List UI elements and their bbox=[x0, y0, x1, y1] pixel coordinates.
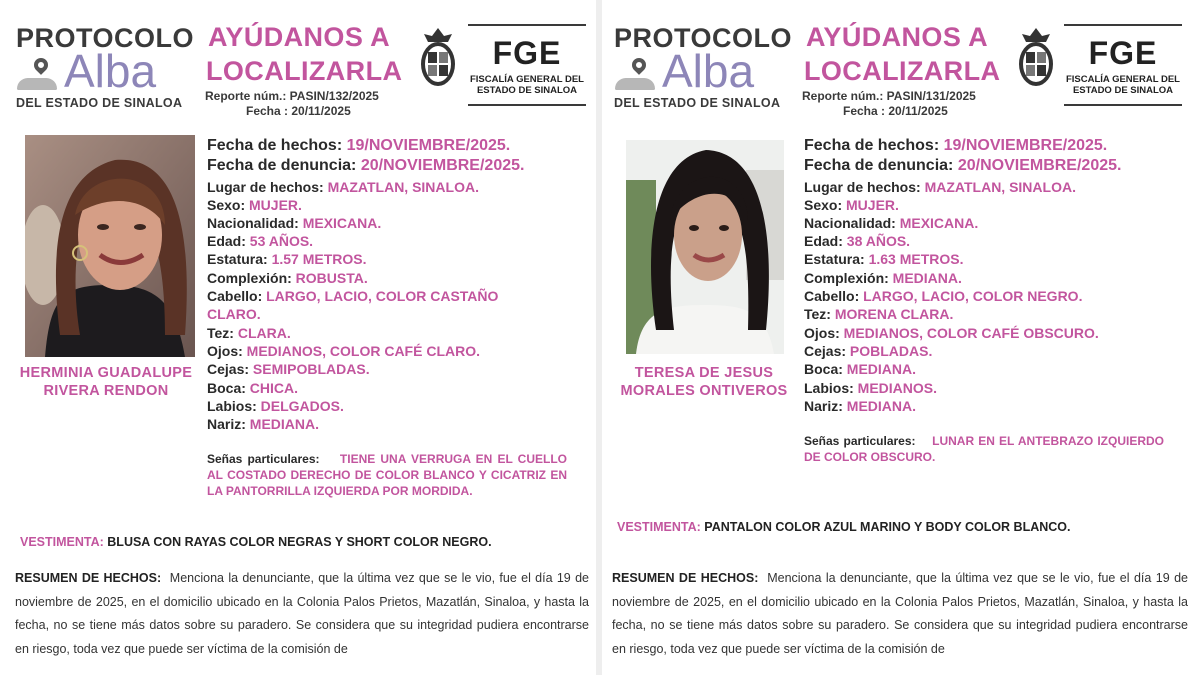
report-date: Fecha : 20/11/2025 bbox=[246, 104, 351, 118]
person-name-line1: HERMINIA GUADALUPE bbox=[19, 365, 193, 381]
logo-alba-text: Alba bbox=[64, 45, 157, 97]
report-number: Reporte núm.: PASIN/132/2025 bbox=[205, 89, 379, 103]
field-ojos: Ojos: MEDIANOS, COLOR CAFÉ CLARO. bbox=[207, 343, 481, 359]
logo-protocolo-text: PROTOCOLO bbox=[16, 23, 195, 53]
field-tez: Tez: CLARA. bbox=[207, 325, 291, 341]
fge-sub-2: ESTADO DE SINALOA bbox=[1072, 85, 1174, 96]
senas-particulares: Señas particulares: TIENE UNA VERRUGA EN EL CUELLO AL COSTADO DERECHO DE COLOR BLANCO Y CICATRIZ EN LA PANTORRILLA IZQUIERDA POR MORDIDA. bbox=[207, 452, 568, 498]
vestimenta: VESTIMENTA: PANTALON COLOR AZUL MARINO Y BODY COLOR BLANCO. bbox=[617, 520, 1071, 534]
report-number: Reporte núm.: PASIN/131/2025 bbox=[802, 89, 976, 103]
headline-line1: AYÚDANOS A bbox=[806, 22, 989, 52]
resumen-hechos: RESUMEN DE HECHOS: Menciona la denunciante, que la última vez que se le vio, fue el día 19 de noviembre de 2025, en el domicilio ubicado en la Colonia Palos Prietos, Mazatlán, Sinaloa, y hasta la fecha, no se tiene más datos sobre su paradero. Se considera que su integridad pudiera encontrarse en riesgo, toda vez que puede ser víctima de la comisión de bbox=[612, 571, 1188, 656]
location-pin-icon bbox=[629, 55, 649, 75]
logo-estado-text: DEL ESTADO DE SINALOA bbox=[16, 96, 183, 110]
field-edad: Edad: 38 AÑOS. bbox=[804, 233, 911, 249]
field-labios: Labios: DELGADOS. bbox=[207, 398, 344, 414]
field-fecha-hechos: Fecha de hechos: 19/NOVIEMBRE/2025. bbox=[804, 137, 1108, 154]
state-seal-icon bbox=[418, 26, 458, 88]
field-boca: Boca: CHICA. bbox=[207, 380, 299, 396]
field-labios: Labios: MEDIANOS. bbox=[804, 380, 938, 396]
field-cejas: Cejas: POBLADAS. bbox=[804, 343, 933, 359]
person-photo bbox=[25, 135, 195, 357]
field-edad: Edad: 53 AÑOS. bbox=[207, 233, 314, 249]
field-cejas: Cejas: SEMIPOBLADAS. bbox=[207, 361, 370, 377]
book-icon bbox=[615, 78, 655, 90]
senas-particulares: Señas particulares: LUNAR EN EL ANTEBRAZO IZQUIERDO DE COLOR OBSCURO. bbox=[804, 434, 1165, 464]
field-nariz: Nariz: MEDIANA. bbox=[207, 416, 320, 432]
field-nariz: Nariz: MEDIANA. bbox=[804, 398, 917, 414]
fge-sub-2: ESTADO DE SINALOA bbox=[476, 85, 578, 96]
field-complexion: Complexión: MEDIANA. bbox=[804, 270, 962, 286]
fge-title: FGE bbox=[1088, 35, 1158, 71]
person-name-line2: MORALES ONTIVEROS bbox=[620, 383, 788, 399]
logo-protocolo-text: PROTOCOLO bbox=[614, 23, 793, 53]
field-cabello: Cabello: LARGO, LACIO, COLOR CASTAÑO bbox=[207, 288, 499, 304]
resumen-hechos: RESUMEN DE HECHOS: Menciona la denunciante, que la última vez que se le vio, fue el día 19 de noviembre de 2025, en el domicilio ubicado en la Colonia Palos Prietos, Mazatlán, Sinaloa, y hasta la fecha, no se tiene más datos sobre su paradero. Se considera que su integridad pudiera encontrarse en riesgo, toda vez que puede ser víctima de la comisión de bbox=[15, 571, 589, 656]
headline-line2: LOCALIZARLA bbox=[206, 56, 403, 86]
field-boca: Boca: MEDIANA. bbox=[804, 361, 917, 377]
fge-logo bbox=[468, 24, 586, 106]
missing-person-poster bbox=[0, 0, 596, 675]
field-fecha-denuncia: Fecha de denuncia: 20/NOVIEMBRE/2025. bbox=[207, 157, 525, 174]
location-pin-icon bbox=[31, 55, 51, 75]
headline-line2: LOCALIZARLA bbox=[804, 56, 1001, 86]
field-estatura: Estatura: 1.63 METROS. bbox=[804, 251, 964, 267]
field-cabello-cont: CLARO. bbox=[207, 306, 261, 322]
field-nacionalidad: Nacionalidad: MEXICANA. bbox=[804, 215, 979, 231]
headline-line1: AYÚDANOS A bbox=[208, 22, 391, 52]
field-complexion: Complexión: ROBUSTA. bbox=[207, 270, 368, 286]
field-cabello: Cabello: LARGO, LACIO, COLOR NEGRO. bbox=[804, 288, 1083, 304]
person-name-line1: TERESA DE JESUS bbox=[634, 365, 774, 381]
vestimenta: VESTIMENTA: BLUSA CON RAYAS COLOR NEGRAS Y SHORT COLOR NEGRO. bbox=[20, 535, 492, 549]
field-fecha-denuncia: Fecha de denuncia: 20/NOVIEMBRE/2025. bbox=[804, 157, 1122, 174]
report-date: Fecha : 20/11/2025 bbox=[843, 104, 948, 118]
fge-logo bbox=[1064, 24, 1182, 106]
field-lugar-hechos: Lugar de hechos: MAZATLAN, SINALOA. bbox=[804, 179, 1076, 195]
field-sexo: Sexo: MUJER. bbox=[207, 197, 302, 213]
field-lugar-hechos: Lugar de hechos: MAZATLAN, SINALOA. bbox=[207, 179, 479, 195]
state-seal-icon bbox=[1016, 26, 1056, 88]
field-ojos: Ojos: MEDIANOS, COLOR CAFÉ OBSCURO. bbox=[804, 325, 1099, 341]
fge-sub-1: FISCALÍA GENERAL DEL bbox=[1065, 74, 1180, 85]
field-fecha-hechos: Fecha de hechos: 19/NOVIEMBRE/2025. bbox=[207, 137, 511, 154]
fge-title: FGE bbox=[492, 35, 562, 71]
fge-sub-1: FISCALÍA GENERAL DEL bbox=[469, 74, 584, 85]
person-name-line2: RIVERA RENDON bbox=[43, 383, 169, 399]
field-nacionalidad: Nacionalidad: MEXICANA. bbox=[207, 215, 382, 231]
logo-estado-text: DEL ESTADO DE SINALOA bbox=[614, 96, 781, 110]
field-estatura: Estatura: 1.57 METROS. bbox=[207, 251, 367, 267]
field-tez: Tez: MORENA CLARA. bbox=[804, 306, 954, 322]
field-sexo: Sexo: MUJER. bbox=[804, 197, 899, 213]
book-icon bbox=[17, 78, 57, 90]
person-photo bbox=[626, 140, 784, 354]
missing-person-poster bbox=[602, 0, 1198, 675]
logo-alba-text: Alba bbox=[662, 45, 755, 97]
